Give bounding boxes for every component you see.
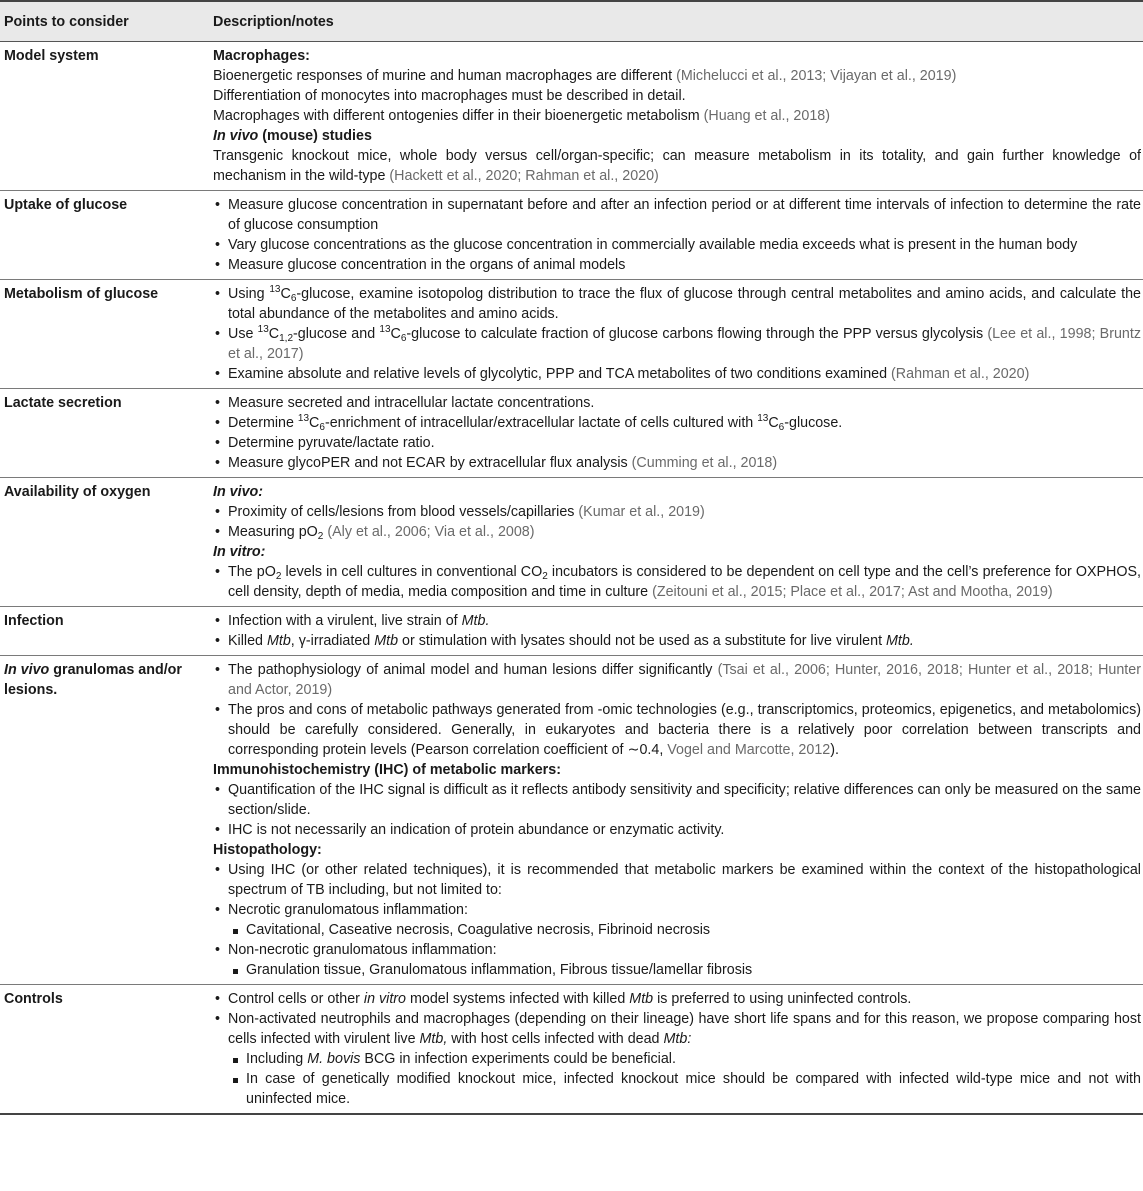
row-description [213,989,1143,1109]
bullet-item: • Measure glucose concentration in supernatant before and after an infection period or at different time intervals of infection to determine the rate of glucose consumption [213,195,1141,235]
row-description [213,660,1143,980]
bullet-item: • Using IHC (or other related techniques), it is recommended that metabolic markers be examined within the context of the histopathological spectrum of TB including, but not limited to: [213,860,1141,900]
text-line: Transgenic knockout mice, whole body versus cell/organ-specific; can measure metabolism in its totality, and gain further knowledge of mechanism in the wild-type (Hackett et al., 2020; Rahman et al., 2020) [213,148,1141,184]
bullet-item: • Measure glucose concentration in the organs of animal models [213,255,1141,275]
row-description [213,46,1143,186]
subheading: Macrophages: [213,48,310,64]
citation: (Kumar et al., 2019) [578,504,705,520]
bullet-item: • Quantification of the IHC signal is difficult as it reflects antibody sensitivity and specificity; relative differences can only be measured on the same section/slide. [213,780,1141,820]
bullet-item: • Measure glycoPER and not ECAR by extracellular flux analysis (Cumming et al., 2018) [213,453,1141,473]
table-row [0,985,1143,1113]
row-description [213,393,1143,473]
table-row [0,656,1143,985]
header-description: Description/notes [213,13,334,30]
subheading: In vitro: [213,544,266,560]
citation: (Tsai et al., 2006; Hunter, 2016, 2018; Hunter et al., 2018; Hunter and Actor, 2019) [228,662,1141,698]
citation: (Lee et al., 1998; Bruntz et al., 2017) [228,326,1141,362]
text-line: Macrophages with different ontogenies differ in their bioenergetic metabolism (Huang et al., 2018) [213,108,830,124]
table-header [0,2,1143,42]
bullet-item: • Non-activated neutrophils and macrophages (depending on their lineage) have short life spans and for this reason, we propose comparing host cells infected with virulent live Mtb, with host cells infected with dead Mtb: [213,1009,1141,1049]
bullet-item: • IHC is not necessarily an indication of protein abundance or enzymatic activity. [213,820,1141,840]
row-description [213,195,1143,275]
bullet-item: • Determine $^{13}C_6$-enrichment of intracellular/extracellular lactate of cells cultured with $^{13}C_6$-glucose. [213,413,1141,433]
row-description [213,482,1143,602]
table-row [0,280,1143,389]
citation: (Aly et al., 2006; Via et al., 2008) [327,524,535,540]
table-row [0,191,1143,280]
row-label: Metabolism of glucose [4,286,159,302]
sub-bullet-item: Cavitational, Caseative necrosis, Coagulative necrosis, Fibrinoid necrosis [213,920,1141,940]
bullet-item: • Non-necrotic granulomatous inflammation: [213,940,1141,960]
bullet-item: • Necrotic granulomatous inflammation: [213,900,1141,920]
row-label: Uptake of glucose [4,197,128,213]
text-line: Bioenergetic responses of murine and human macrophages are different (Michelucci et al., 2013; Vijayan et al., 2019) [213,68,957,84]
citation: (Huang et al., 2018) [703,108,830,124]
subheading: Immunohistochemistry (IHC) of metabolic markers: [213,762,561,778]
bullet-item: • Determine pyruvate/lactate ratio. [213,433,1141,453]
citation: (Zeitouni et al., 2015; Place et al., 2017; Ast and Mootha, 2019) [652,584,1053,600]
citation: (Cumming et al., 2018) [631,455,778,471]
bullet-item: • Infection with a virulent, live strain of Mtb. [213,611,1141,631]
bullet-item: • The pros and cons of metabolic pathways generated from -omic technologies (e.g., transcriptomics, proteomics, epigenetics, and metabolomics) should be carefully considered. Generally, in eukaryotes and bacteria there is a relatively poor correlation between transcripts and corresponding protein levels (Pearson correlation coefficient of ∼0.4, Vogel and Marcotte, 2012). [213,700,1141,760]
subheading: In vivo: [213,484,264,500]
row-label: Lactate secretion [4,395,122,411]
bullet-item: • Vary glucose concentrations as the glucose concentration in commercially available media exceeds what is present in the human body [213,235,1141,255]
bullet-item: • Examine absolute and relative levels of glycolytic, PPP and TCA metabolites of two conditions examined (Rahman et al., 2020) [213,364,1141,384]
row-label: Availability of oxygen [4,484,151,500]
bullet-item: • Measure secreted and intracellular lactate concentrations. [213,393,1141,413]
table-row [0,607,1143,656]
citation: Vogel and Marcotte, 2012 [667,742,831,758]
citation: (Michelucci et al., 2013; Vijayan et al., 2019) [676,68,957,84]
row-description [213,611,1143,651]
bullet-item: • Measuring $pO_2$ (Aly et al., 2006; Via et al., 2008) [213,522,1141,542]
row-label: Controls [4,991,63,1007]
citation: (Hackett et al., 2020; Rahman et al., 2020) [389,168,659,184]
bullet-item: • Control cells or other in vitro model systems infected with killed Mtb is preferred to using uninfected controls. [213,989,1141,1009]
bullet-item: • The pathophysiology of animal model and human lesions differ significantly (Tsai et al., 2006; Hunter, 2016, 2018; Hunter et al., 2018; Hunter and Actor, 2019) [213,660,1141,700]
bullet-item: • Proximity of cells/lesions from blood vessels/capillaries (Kumar et al., 2019) [213,502,1141,522]
text-line: Differentiation of monocytes into macrophages must be described in detail. [213,88,686,104]
subheading: In vivo (mouse) studies [213,128,372,144]
table-body [0,42,1143,1113]
bullet-item: • Using $^{13}C_6$-glucose, examine isotopolog distribution to trace the flux of glucose through central metabolites and amino acids, and calculate the total abundance of the metabolites and amino acids. [213,284,1141,324]
table-row [0,389,1143,478]
citation: (Rahman et al., 2020) [891,366,1030,382]
subheading: Histopathology: [213,842,322,858]
row-label: Model system [4,48,99,64]
sub-bullet-item: Granulation tissue, Granulomatous inflammation, Fibrous tissue/lamellar fibrosis [213,960,1141,980]
row-description [213,284,1143,384]
row-label: In vivo granulomas and/or lesions. [4,662,182,698]
bullet-item: • Killed Mtb, γ-irradiated Mtb or stimulation with lysates should not be used as a substitute for live virulent Mtb. [213,631,1141,651]
table-row [0,478,1143,607]
table-row [0,42,1143,191]
row-label: Infection [4,613,64,629]
header-points: Points to consider [4,13,129,30]
sub-bullet-item: Including M. bovis BCG in infection experiments could be beneficial. [213,1049,1141,1069]
sub-bullet-item: In case of genetically modified knockout mice, infected knockout mice should be compared with infected wild-type mice and not with uninfected mice. [213,1069,1141,1109]
bullet-item: • The $pO_2$ levels in cell cultures in conventional $CO_2$ incubators is considered to be dependent on cell type and the cell’s preference for OXPHOS, cell density, depth of media, media composition and time in culture (Zeitouni et al., 2015; Place et al., 2017; Ast and Mootha, 2019) [213,562,1141,602]
bullet-item: • Use $^{13}C_{1,2}$-glucose and $^{13}C_6$-glucose to calculate fraction of glucose carbons flowing through the PPP versus glycolysis (Lee et al., 1998; Bruntz et al., 2017) [213,324,1141,364]
